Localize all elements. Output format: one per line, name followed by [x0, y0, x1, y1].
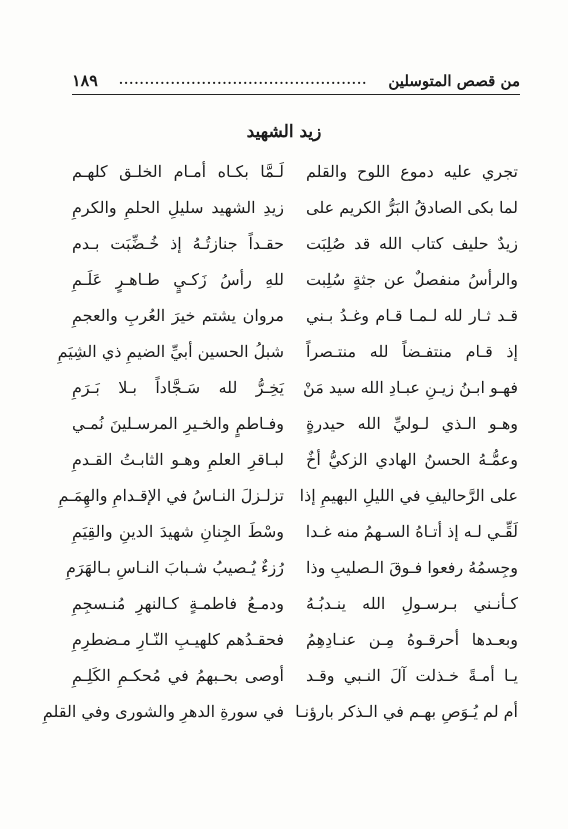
verse-line — [66, 550, 518, 586]
verse-second-hemistich: لبـاقرِ العلمِ وهـو الثابـتُ القـدمِ — [72, 450, 284, 469]
verse-line — [72, 442, 518, 478]
verse-second-hemistich: زيدِ الشهيد سليلِ الحلمِ والكرمِ — [72, 198, 284, 217]
book-title: من قصص المتوسلين — [388, 72, 520, 90]
verse-second-hemistich: للهِ رأسُ زَكـيٍ طـاهـرٍ عَلَـمِ — [72, 270, 284, 289]
verse-second-hemistich: في سورةِ الدهرِ والشورى وفي القلمِ — [42, 702, 284, 721]
verse-line — [57, 334, 518, 370]
verse-second-hemistich: أوصى بحـبهمُ في مُحكـمِ الكَلِـمِ — [72, 666, 284, 685]
leader-dots: ................................................ — [118, 73, 368, 87]
verse-first-hemistich: على الرَّحاليفِ في الليلِ البهيمِ إذا — [299, 486, 518, 505]
verse-first-hemistich: يـا أمـةً خـذلت آلَ النـبي وقـد — [306, 666, 518, 685]
verse-first-hemistich: تجري عليه دموع اللوح والقلم — [306, 162, 518, 181]
verse-line — [72, 226, 518, 262]
verse-second-hemistich: يَخِـرُّ لله سَـجَّاداً بـلا بَـرَمِ — [72, 378, 284, 397]
verse-line — [72, 370, 518, 406]
verse-first-hemistich: زيدٌ حليف كتاب الله قد صُلِبَت — [306, 234, 518, 253]
verse-second-hemistich: لَـمَّا بكـاه أمـام الخلـق كلهـم — [72, 162, 284, 181]
verse-line — [72, 406, 518, 442]
verse-first-hemistich: أم لم يُـوَصِ بهـم في الـذكر بارؤنـا — [295, 702, 518, 721]
verse-second-hemistich: فحقـدُهم كلهيـبِ النّـارِ مـضطرِمِ — [72, 630, 284, 649]
verse-first-hemistich: إذ قـام منتفـضاً لله منتـصراً — [306, 342, 518, 361]
verse-line — [72, 586, 518, 622]
page-number: ١٨٩ — [72, 71, 98, 90]
verse-second-hemistich: حقـداً جنازتُـهُ إذ خُـضِّبَت بـدم — [72, 234, 284, 253]
verse-second-hemistich: رُزءٌ يُـصيبُ شـبابَ النـاسِ بـالهَرَمِ — [66, 558, 284, 577]
verse-second-hemistich: مروان يشتم خيرَ العُربِ والعجمِ — [72, 306, 284, 325]
verse-first-hemistich: لَقِّـي لـه إذ أتـاهُ السـهمُ منه غـدا — [305, 522, 518, 541]
verse-line — [72, 514, 518, 550]
poem-title: زيد الشهيد — [246, 122, 322, 142]
verse-first-hemistich: وهـو الـذي لـوليِّ الله حيدرةٍ — [306, 414, 518, 433]
verse-line — [72, 154, 518, 190]
running-header — [72, 66, 520, 90]
verse-second-hemistich: تزلـزلَ النـاسُ في الإقـدامِ والهِمَـمِ — [58, 486, 284, 505]
verse-first-hemistich: قـد ثـار لله لـمـا قـام وغـدُ بـني — [306, 306, 518, 325]
verse-second-hemistich: ودمـعُ فاطمـةٍ كـالنهرِ مُنـسجِمِ — [72, 594, 284, 613]
verse-second-hemistich: شبلُ الحسين أبيِّ الضيمِ ذي الشِيَمِ — [57, 342, 284, 361]
verse-line — [72, 622, 518, 658]
verse-first-hemistich: وعمُّـهُ الحسنُ الهادي الزكيُّ أخٌ — [306, 450, 518, 469]
verse-first-hemistich: وجِسمُهُ رفعوا فـوقَ الـصليبِ وذا — [306, 558, 518, 577]
verse-first-hemistich: فهـو ابـنُ زيـنِ عبـادِ الله سيد مَنْ — [303, 378, 518, 397]
verse-first-hemistich: كـأنـني بـرسـولِ الله ينـدبُـهُ — [306, 594, 518, 613]
verse-line — [58, 478, 518, 514]
verse-second-hemistich: وفـاطمٍ والخـيرِ المرسـلينَ نُمـي — [72, 414, 284, 433]
verse-line — [72, 190, 518, 226]
verse-first-hemistich: لما بكى الصادقُ البَرُّ الكريم على — [306, 198, 518, 217]
verse-first-hemistich: والرأسُ منفصلٌ عن جثةٍ سُلِبت — [306, 270, 518, 289]
verse-first-hemistich: وبعـدها أحرقـوهُ مِـن عنـادِهِمُ — [306, 630, 518, 649]
verse-line — [42, 694, 518, 730]
poem-verses — [42, 154, 518, 730]
verse-line — [72, 658, 518, 694]
header-divider — [72, 94, 520, 95]
verse-second-hemistich: وسْطَ الجِنانِ شهيدَ الدينِ والقِيَمِ — [72, 522, 284, 541]
verse-line — [72, 262, 518, 298]
verse-line — [72, 298, 518, 334]
